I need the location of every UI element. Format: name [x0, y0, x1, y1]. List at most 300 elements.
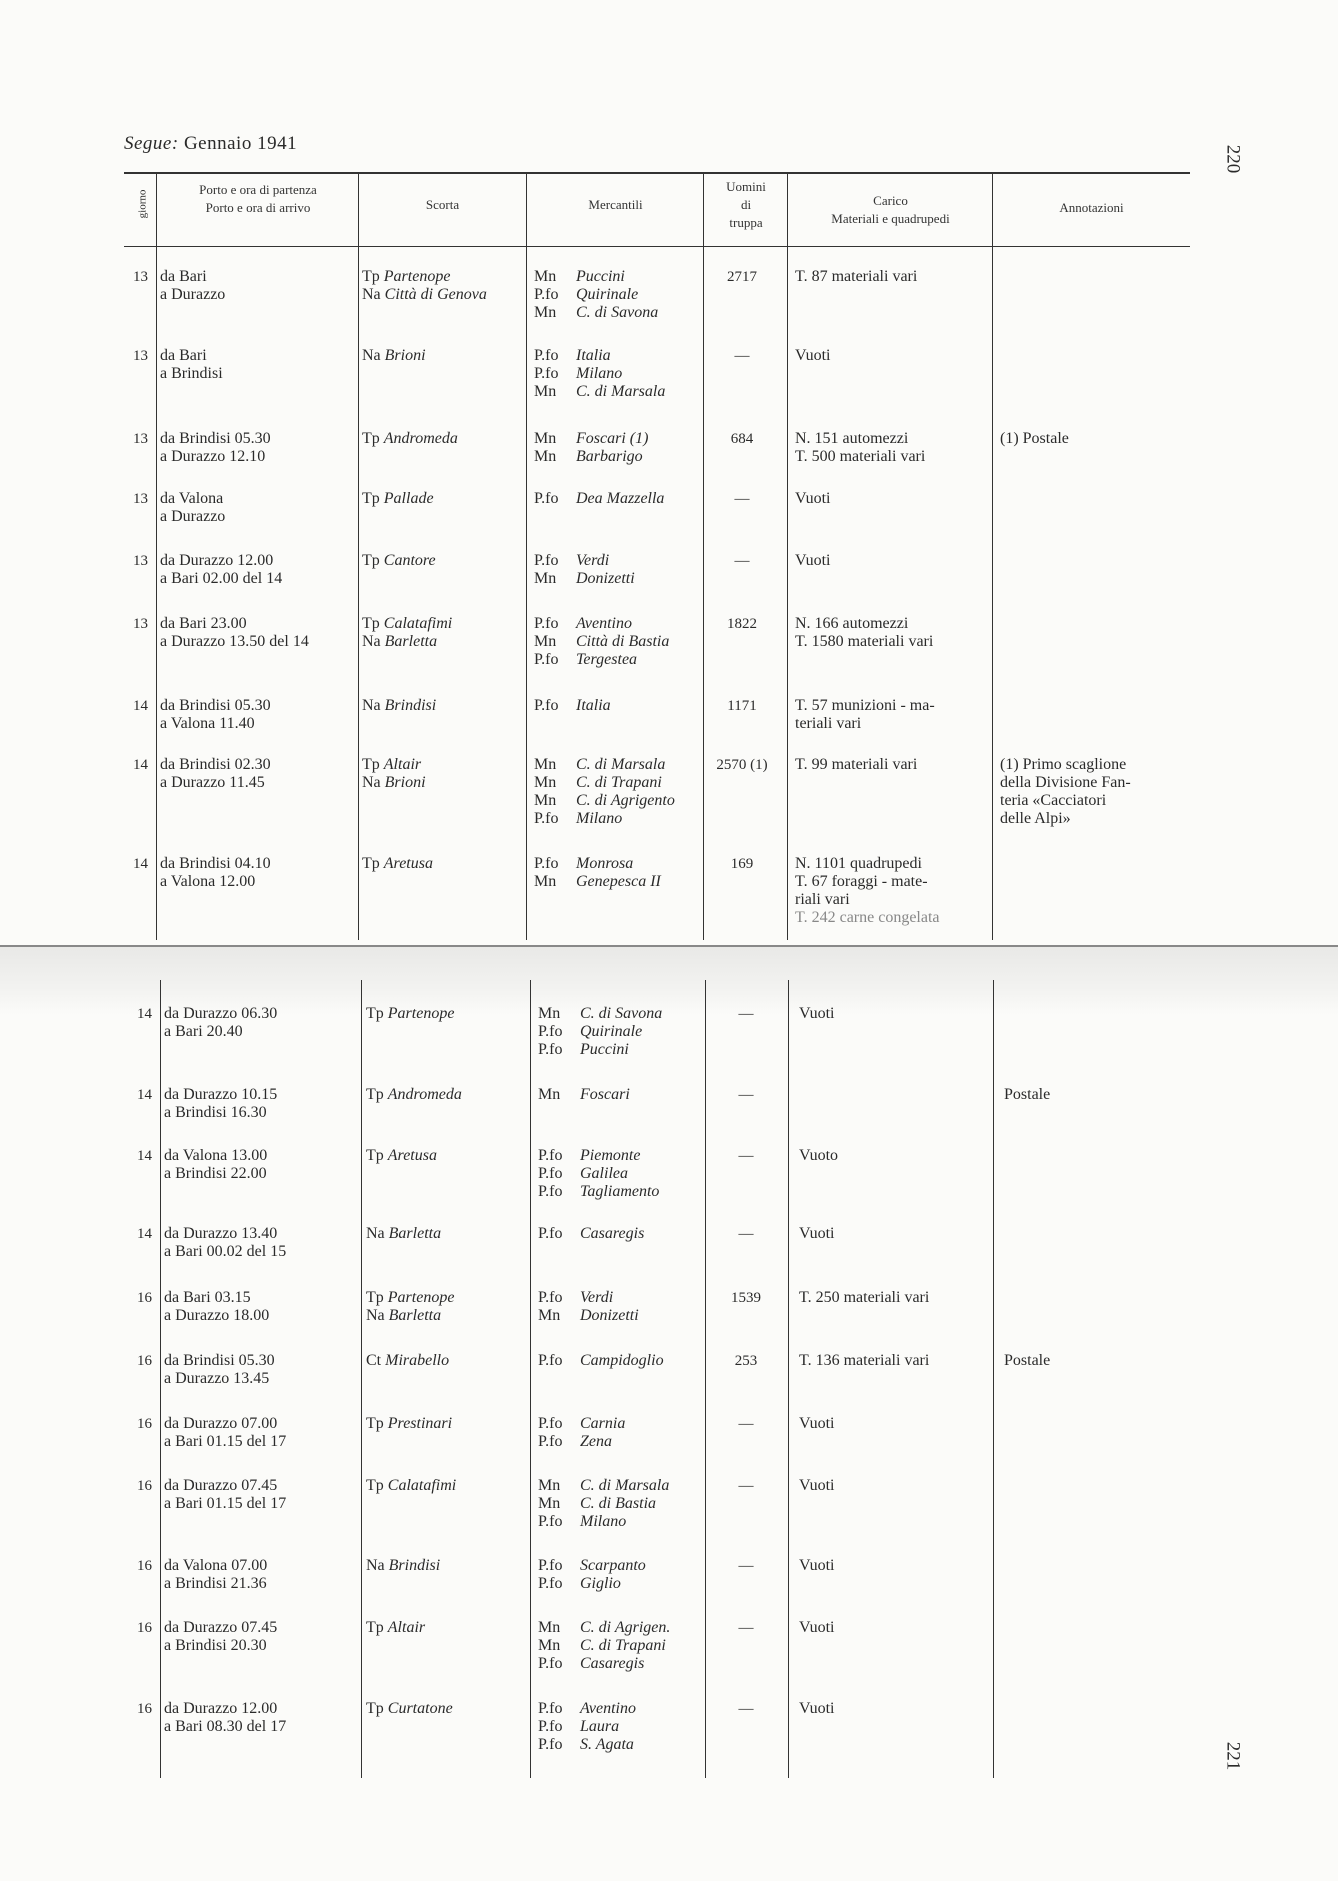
- ship-type: Tp: [362, 552, 380, 569]
- mercantile-entry: [538, 1023, 662, 1041]
- porto-line: da Valona 07.00: [164, 1557, 268, 1574]
- scorta-entry: [366, 1700, 453, 1718]
- cell-carico: [795, 347, 830, 365]
- ship-name: Aventino: [580, 1700, 636, 1717]
- uomini-value: —: [738, 1478, 754, 1494]
- uomini-value: —: [738, 1226, 754, 1242]
- ship-name: Città di Bastia: [576, 633, 670, 650]
- cell-uomini: [696, 756, 788, 774]
- porto-line: a Durazzo 13.50 del 14: [160, 633, 309, 650]
- ship-name: C. di Bastia: [580, 1495, 657, 1512]
- col-divider: [361, 980, 362, 1778]
- porto-line: da Bari: [160, 268, 207, 285]
- cell-scorta: [366, 1557, 440, 1575]
- ship-type: Tp: [362, 756, 380, 773]
- porto-line: da Durazzo 13.40: [164, 1225, 278, 1242]
- col-divider: [992, 172, 993, 940]
- ship-name: Altair: [387, 1619, 426, 1636]
- cell-giorno: [128, 855, 148, 873]
- cell-uomini: [696, 490, 788, 508]
- ship-name: C. di Trapani: [580, 1637, 666, 1654]
- mercantile-entry: [538, 1700, 636, 1718]
- ship-type: Mn: [538, 1637, 561, 1654]
- ship-name: Laura: [580, 1718, 620, 1735]
- cell-giorno: [128, 490, 148, 508]
- ship-name: Pallade: [383, 490, 434, 507]
- uomini-value: 1822: [727, 616, 757, 632]
- cell-mercantili: [538, 1147, 659, 1201]
- ship-name: Mirabello: [385, 1352, 450, 1369]
- cell-carico: [795, 756, 917, 774]
- col-header-uomini: Uomini di truppa: [726, 179, 766, 230]
- scorta-entry: [362, 490, 434, 508]
- cell-porto: [160, 347, 223, 383]
- ship-type: P.fo: [538, 1433, 563, 1450]
- cell-giorno: [128, 697, 148, 715]
- porto-line: da Durazzo 07.45: [164, 1619, 278, 1636]
- giorno-value: 16: [137, 1353, 152, 1369]
- annotazione-line: della Divisione Fan-: [1000, 774, 1131, 791]
- ship-name: Curtatone: [387, 1700, 453, 1717]
- porto-line: da Durazzo 10.15: [164, 1086, 278, 1103]
- ship-name: Cantore: [383, 552, 436, 569]
- table-top-rule: [124, 172, 1190, 174]
- porto-line: a Durazzo 18.00: [164, 1307, 270, 1324]
- cell-scorta: [362, 347, 426, 365]
- porto-line: a Brindisi 16.30: [164, 1104, 267, 1121]
- cell-mercantili: [534, 697, 611, 715]
- mercantile-entry: [538, 1718, 636, 1736]
- ship-name: Foscari (1): [576, 430, 649, 447]
- ship-type: Mn: [534, 873, 557, 890]
- ship-name: Galilea: [580, 1165, 628, 1182]
- porto-line: a Durazzo 11.45: [160, 774, 265, 791]
- ship-type: P.fo: [538, 1183, 563, 1200]
- cell-mercantili: [534, 347, 665, 401]
- carico-line: N. 1101 quadrupedi: [795, 855, 922, 872]
- mercantile-entry: [534, 756, 675, 774]
- ship-name: Barletta: [388, 1307, 442, 1324]
- scorta-entry: [362, 633, 452, 651]
- scorta-entry: [362, 697, 436, 715]
- uomini-value: —: [738, 1620, 754, 1636]
- ship-type: P.fo: [538, 1718, 563, 1735]
- cell-porto: [160, 756, 271, 792]
- ship-type: Tp: [366, 1147, 384, 1164]
- page-number-top: 220: [1221, 144, 1243, 174]
- ship-name: C. di Savona: [580, 1005, 663, 1022]
- cell-giorno: [132, 1700, 152, 1718]
- page-number-bottom: 221: [1221, 1741, 1243, 1771]
- ship-type: P.fo: [538, 1736, 563, 1753]
- cell-giorno: [132, 1086, 152, 1104]
- mercantile-entry: [534, 552, 635, 570]
- cell-scorta: [362, 430, 458, 448]
- scorta-entry: [366, 1557, 440, 1575]
- cell-giorno: [132, 1289, 152, 1307]
- cell-giorno: [128, 430, 148, 448]
- cell-scorta: [362, 697, 436, 715]
- scorta-entry: [362, 756, 426, 774]
- ship-type: Mn: [538, 1005, 561, 1022]
- carico-line: T. 500 materiali vari: [795, 448, 926, 465]
- ship-name: C. di Agrigen.: [580, 1619, 671, 1636]
- ship-name: Calatafimi: [387, 1477, 457, 1494]
- cell-carico: [799, 1289, 929, 1307]
- col-divider: [526, 172, 527, 940]
- scorta-entry: [362, 347, 426, 365]
- ship-type: Mn: [534, 633, 557, 650]
- cell-giorno: [128, 347, 148, 365]
- cell-mercantili: [534, 490, 664, 508]
- porto-line: da Durazzo 06.30: [164, 1005, 278, 1022]
- ship-name: Puccini: [580, 1041, 629, 1058]
- cell-uomini: [700, 1225, 792, 1243]
- ship-type: P.fo: [534, 490, 559, 507]
- ship-name: Partenope: [387, 1289, 455, 1306]
- ship-type: Mn: [534, 430, 557, 447]
- scorta-entry: [362, 615, 452, 633]
- mercantile-entry: [538, 1225, 644, 1243]
- mercantile-entry: [538, 1495, 669, 1513]
- annotazione-line: (1) Primo scaglione: [1000, 756, 1127, 773]
- porto-line: da Brindisi 02.30: [160, 756, 271, 773]
- ship-name: Brindisi: [384, 697, 437, 714]
- cell-giorno: [128, 268, 148, 286]
- mercantile-entry: [538, 1289, 639, 1307]
- carico-line: Vuoti: [795, 347, 831, 364]
- cell-scorta: [366, 1225, 441, 1243]
- cell-mercantili: [538, 1352, 664, 1370]
- carico-line: T. 87 materiali vari: [795, 268, 918, 285]
- ship-type: Mn: [538, 1086, 561, 1103]
- mercantile-entry: [534, 365, 665, 383]
- uomini-value: 684: [730, 431, 754, 447]
- ship-type: Tp: [366, 1289, 384, 1306]
- ship-type: Tp: [362, 268, 380, 285]
- cell-giorno: [132, 1225, 152, 1243]
- porto-line: a Durazzo: [160, 508, 226, 525]
- cell-uomini: [696, 697, 788, 715]
- uomini-value: —: [738, 1701, 754, 1717]
- cell-carico: [795, 430, 925, 466]
- ship-type: Mn: [534, 448, 557, 465]
- cell-porto: [164, 1477, 286, 1513]
- ship-type: Na: [362, 633, 381, 650]
- mercantile-entry: [538, 1307, 639, 1325]
- cell-uomini: [700, 1352, 792, 1370]
- mercantile-entry: [534, 383, 665, 401]
- porto-line: a Bari 08.30 del 17: [164, 1718, 287, 1735]
- ship-type: Mn: [534, 570, 557, 587]
- cell-giorno: [132, 1619, 152, 1637]
- col-divider: [160, 980, 161, 1778]
- ship-type: Tp: [362, 490, 380, 507]
- cell-carico: [799, 1557, 834, 1575]
- ship-name: Tergestea: [576, 651, 638, 668]
- cell-porto: [160, 615, 309, 651]
- cell-annotazioni: [1000, 430, 1069, 448]
- scorta-entry: [366, 1307, 454, 1325]
- scorta-entry: [366, 1005, 454, 1023]
- ship-type: Ct: [366, 1352, 382, 1369]
- porto-line: a Brindisi 20.30: [164, 1637, 267, 1654]
- cell-carico: [795, 552, 830, 570]
- cell-annotazioni: [1004, 1086, 1050, 1104]
- uomini-value: —: [738, 1416, 754, 1432]
- mercantile-entry: [534, 810, 675, 828]
- ship-name: Verdi: [576, 552, 610, 569]
- col-header-porto: Porto e ora di partenza Porto e ora di arrivo: [199, 182, 317, 215]
- giorno-value: 16: [137, 1701, 152, 1717]
- cell-uomini: [700, 1700, 792, 1718]
- ship-name: Casaregis: [580, 1655, 645, 1672]
- cell-carico: [799, 1415, 834, 1433]
- mercantile-entry: [534, 430, 648, 448]
- mercantile-entry: [538, 1637, 670, 1655]
- annotazione-line: delle Alpi»: [1000, 810, 1071, 827]
- cell-mercantili: [538, 1005, 662, 1059]
- cell-porto: [160, 552, 282, 588]
- ship-type: Mn: [534, 383, 557, 400]
- col-divider: [530, 980, 531, 1778]
- ship-type: P.fo: [538, 1415, 563, 1432]
- ship-type: Na: [362, 286, 381, 303]
- scorta-entry: [362, 855, 433, 873]
- porto-line: da Durazzo 12.00: [160, 552, 274, 569]
- ship-type: Tp: [362, 615, 380, 632]
- ship-type: Mn: [538, 1477, 561, 1494]
- cell-giorno: [132, 1477, 152, 1495]
- ship-type: Tp: [366, 1005, 384, 1022]
- porto-line: da Bari 03.15: [164, 1289, 251, 1306]
- cell-uomini: [700, 1477, 792, 1495]
- ship-name: Altair: [383, 756, 422, 773]
- carico-line: T. 99 materiali vari: [795, 756, 918, 773]
- ship-type: Tp: [366, 1700, 384, 1717]
- cell-scorta: [366, 1619, 425, 1637]
- cell-mercantili: [538, 1289, 639, 1325]
- carico-line: N. 166 automezzi: [795, 615, 909, 632]
- giorno-value: 13: [133, 616, 148, 632]
- ship-name: Italia: [576, 347, 611, 364]
- ship-type: Mn: [534, 792, 557, 809]
- ship-name: Campidoglio: [580, 1352, 664, 1369]
- ship-name: Puccini: [576, 268, 625, 285]
- mercantile-entry: [538, 1086, 630, 1104]
- ship-name: Brioni: [384, 774, 426, 791]
- ship-type: P.fo: [534, 615, 559, 632]
- cell-mercantili: [534, 855, 661, 891]
- ship-type: P.fo: [534, 286, 559, 303]
- cell-carico: [795, 490, 830, 508]
- porto-line: da Brindisi 05.30: [160, 697, 271, 714]
- uomini-value: —: [734, 491, 750, 507]
- porto-line: da Brindisi 05.30: [160, 430, 271, 447]
- header-bottom-rule: [124, 246, 1190, 247]
- ship-name: Calatafimi: [383, 615, 453, 632]
- porto-line: a Bari 01.15 del 17: [164, 1433, 287, 1450]
- mercantile-entry: [534, 286, 658, 304]
- ship-name: Carnia: [580, 1415, 626, 1432]
- cell-uomini: [696, 347, 788, 365]
- cell-mercantili: [534, 430, 648, 466]
- cell-porto: [164, 1700, 286, 1736]
- porto-line: da Bari: [160, 347, 207, 364]
- scorta-entry: [362, 774, 426, 792]
- cell-scorta: [362, 615, 452, 651]
- cell-scorta: [362, 855, 433, 873]
- porto-line: a Brindisi: [160, 365, 223, 382]
- ship-name: Milano: [580, 1513, 627, 1530]
- cell-porto: [164, 1415, 286, 1451]
- cell-scorta: [366, 1352, 449, 1370]
- col-header-annotazioni: Annotazioni: [1059, 200, 1124, 215]
- cell-scorta: [366, 1477, 456, 1495]
- cell-porto: [164, 1147, 267, 1183]
- cell-giorno: [132, 1557, 152, 1575]
- ship-type: Mn: [538, 1619, 561, 1636]
- ship-type: P.fo: [538, 1700, 563, 1717]
- ship-name: Andromeda: [387, 1086, 462, 1103]
- uomini-value: —: [734, 348, 750, 364]
- mercantile-entry: [538, 1415, 625, 1433]
- ship-type: P.fo: [538, 1165, 563, 1182]
- ship-type: Mn: [534, 756, 557, 773]
- ship-type: Tp: [362, 430, 380, 447]
- cell-uomini: [700, 1415, 792, 1433]
- ship-type: P.fo: [534, 365, 559, 382]
- porto-line: da Durazzo 07.45: [164, 1477, 278, 1494]
- ship-name: Scarpanto: [580, 1557, 646, 1574]
- ship-name: C. di Marsala: [576, 756, 666, 773]
- cell-porto: [160, 697, 271, 733]
- ship-name: Piemonte: [580, 1147, 641, 1164]
- ship-type: P.fo: [534, 810, 559, 827]
- ship-type: P.fo: [534, 347, 559, 364]
- cell-mercantili: [538, 1477, 669, 1531]
- cell-giorno: [128, 756, 148, 774]
- col-header-mercantili: Mercantili: [588, 197, 643, 212]
- cell-giorno: [132, 1147, 152, 1165]
- cell-mercantili: [534, 756, 675, 828]
- cell-scorta: [366, 1415, 452, 1433]
- ship-type: Na: [362, 774, 381, 791]
- uomini-value: 1539: [731, 1290, 761, 1306]
- carico-line: Vuoti: [799, 1225, 835, 1242]
- ship-name: Monrosa: [576, 855, 634, 872]
- ship-name: Brindisi: [388, 1557, 441, 1574]
- mercantile-entry: [538, 1736, 636, 1754]
- mercantile-entry: [538, 1352, 664, 1370]
- ship-type: Na: [366, 1557, 385, 1574]
- ship-name: Giglio: [580, 1575, 621, 1592]
- cell-giorno: [132, 1352, 152, 1370]
- carico-line: T. 250 materiali vari: [799, 1289, 930, 1306]
- scorta-entry: [366, 1619, 425, 1637]
- col-divider: [358, 172, 359, 940]
- ship-type: Tp: [366, 1477, 384, 1494]
- porto-line: a Bari 01.15 del 17: [164, 1495, 287, 1512]
- mercantile-entry: [534, 792, 675, 810]
- ship-name: Foscari: [580, 1086, 630, 1103]
- ship-type: P.fo: [538, 1147, 563, 1164]
- ship-type: P.fo: [538, 1655, 563, 1672]
- giorno-value: 16: [137, 1290, 152, 1306]
- cell-porto: [160, 268, 225, 304]
- ship-name: Prestinari: [387, 1415, 453, 1432]
- giorno-value: 14: [133, 757, 148, 773]
- ship-type: Mn: [534, 304, 557, 321]
- cell-carico: [799, 1147, 838, 1165]
- ship-type: P.fo: [538, 1513, 563, 1530]
- cell-scorta: [366, 1289, 454, 1325]
- ship-type: Mn: [534, 268, 557, 285]
- ship-type: Mn: [538, 1495, 561, 1512]
- cell-mercantili: [534, 268, 658, 322]
- cell-porto: [160, 855, 271, 891]
- porto-line: a Brindisi 22.00: [164, 1165, 267, 1182]
- ship-name: Milano: [576, 365, 623, 382]
- cell-scorta: [362, 490, 434, 508]
- cell-carico: [795, 697, 935, 733]
- cell-scorta: [362, 268, 487, 304]
- scorta-entry: [362, 268, 487, 286]
- col-header-scorta: Scorta: [425, 197, 460, 212]
- giorno-value: 16: [137, 1620, 152, 1636]
- uomini-value: —: [734, 553, 750, 569]
- ship-name: C. di Savona: [576, 304, 659, 321]
- carico-line: Vuoti: [799, 1557, 835, 1574]
- ship-name: S. Agata: [580, 1736, 634, 1753]
- uomini-value: 169: [730, 856, 754, 872]
- ship-type: Na: [362, 347, 381, 364]
- mercantile-entry: [534, 490, 664, 508]
- cell-carico: [799, 1005, 834, 1023]
- cell-porto: [160, 490, 225, 526]
- cell-uomini: [700, 1619, 792, 1637]
- carico-line: Vuoti: [799, 1477, 835, 1494]
- mercantile-entry: [534, 855, 661, 873]
- giorno-value: 13: [133, 348, 148, 364]
- cell-porto: [164, 1086, 277, 1122]
- mercantile-entry: [538, 1433, 625, 1451]
- annotazione-line: Postale: [1004, 1086, 1051, 1103]
- carico-line: T. 242 carne congelata: [795, 909, 940, 926]
- giorno-value: 14: [133, 698, 148, 714]
- mercantile-entry: [538, 1183, 659, 1201]
- cell-porto: [164, 1225, 286, 1261]
- carico-line: Vuoti: [799, 1700, 835, 1717]
- scorta-entry: [366, 1415, 452, 1433]
- ship-name: Quirinale: [580, 1023, 643, 1040]
- cell-scorta: [366, 1147, 437, 1165]
- cell-porto: [164, 1619, 277, 1655]
- cell-porto: [164, 1005, 277, 1041]
- ship-name: Zena: [580, 1433, 612, 1450]
- cell-giorno: [132, 1415, 152, 1433]
- giorno-value: 16: [137, 1478, 152, 1494]
- porto-line: a Durazzo: [160, 286, 226, 303]
- ship-name: Dea Mazzella: [576, 490, 665, 507]
- carico-line: T. 136 materiali vari: [799, 1352, 930, 1369]
- porto-line: a Durazzo 12.10: [160, 448, 266, 465]
- ship-type: Tp: [366, 1619, 384, 1636]
- uomini-value: 1171: [727, 698, 757, 714]
- ship-name: Donizetti: [580, 1307, 639, 1324]
- porto-line: a Valona 12.00: [160, 873, 256, 890]
- cell-uomini: [700, 1147, 792, 1165]
